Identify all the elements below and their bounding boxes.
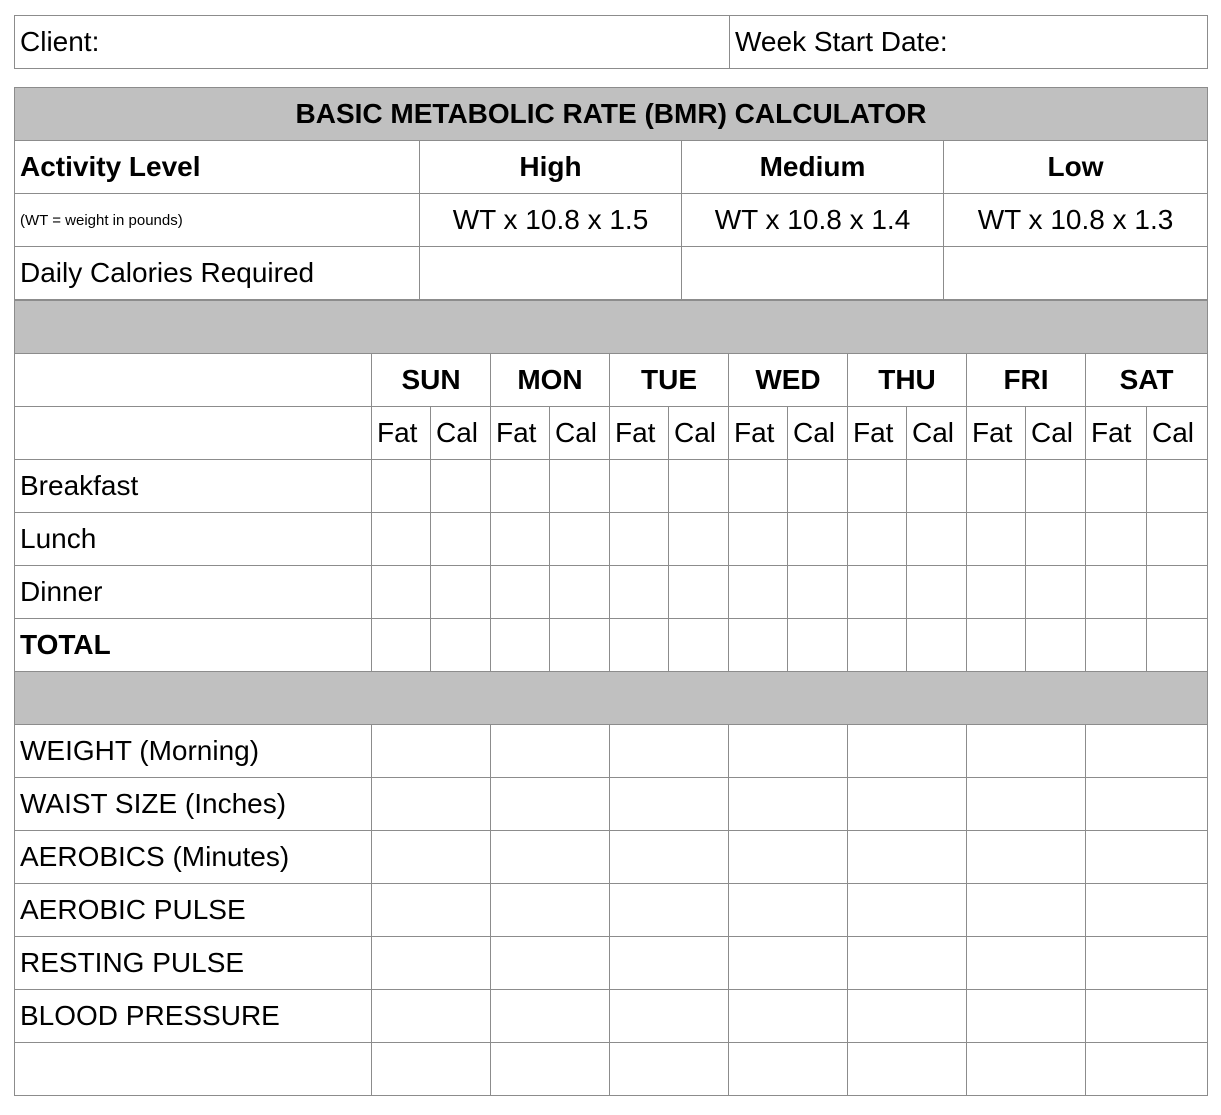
total-entry-cell[interactable]	[1026, 619, 1086, 672]
fat-header: Fat	[967, 407, 1026, 460]
metric-label: AEROBIC PULSE	[15, 884, 372, 937]
meal-entry-cell[interactable]	[610, 513, 669, 566]
total-entry-cell[interactable]	[967, 619, 1026, 672]
section-divider	[15, 301, 1208, 354]
day-header-sun: SUN	[372, 354, 491, 407]
daily-calories-low-cell[interactable]	[944, 247, 1208, 300]
metric-row	[15, 937, 1208, 990]
meal-entry-cell[interactable]	[729, 566, 788, 619]
cal-header: Cal	[550, 407, 610, 460]
total-entry-cell[interactable]	[788, 619, 848, 672]
metric-entry-cell[interactable]	[491, 1043, 610, 1096]
meal-entry-cell[interactable]	[967, 513, 1026, 566]
meal-entry-cell[interactable]	[788, 460, 848, 513]
metric-row	[15, 831, 1208, 884]
metric-entry-cell[interactable]	[729, 725, 848, 778]
formula-high: WT x 10.8 x 1.5	[420, 194, 682, 247]
meal-entry-cell[interactable]	[1086, 566, 1147, 619]
metric-label	[15, 1043, 372, 1096]
meal-entry-cell[interactable]	[729, 513, 788, 566]
fat-header: Fat	[372, 407, 431, 460]
total-entry-cell[interactable]	[907, 619, 967, 672]
meal-entry-cell[interactable]	[1026, 566, 1086, 619]
metric-entry-cell[interactable]	[1086, 831, 1208, 884]
activity-level-label: Activity Level	[15, 141, 420, 194]
weight-note: (WT = weight in pounds)	[15, 194, 420, 247]
cal-header: Cal	[431, 407, 491, 460]
metric-entry-cell[interactable]	[372, 884, 491, 937]
metric-row	[15, 990, 1208, 1043]
metric-entry-cell[interactable]	[372, 725, 491, 778]
meal-entry-cell[interactable]	[669, 566, 729, 619]
metric-entry-cell[interactable]	[610, 937, 729, 990]
metric-entry-cell[interactable]	[610, 990, 729, 1043]
metric-entry-cell[interactable]	[1086, 990, 1208, 1043]
metric-entry-cell[interactable]	[848, 937, 967, 990]
section-divider	[15, 672, 1208, 725]
fat-header: Fat	[848, 407, 907, 460]
formula-medium: WT x 10.8 x 1.4	[682, 194, 944, 247]
fat-header: Fat	[729, 407, 788, 460]
metric-entry-cell[interactable]	[491, 990, 610, 1043]
fat-header: Fat	[491, 407, 550, 460]
metric-label: BLOOD PRESSURE	[15, 990, 372, 1043]
meal-entry-cell[interactable]	[431, 513, 491, 566]
fat-header: Fat	[610, 407, 669, 460]
meal-entry-cell[interactable]	[907, 566, 967, 619]
cal-header: Cal	[907, 407, 967, 460]
metric-entry-cell[interactable]	[729, 1043, 848, 1096]
meal-entry-cell[interactable]	[610, 566, 669, 619]
meal-entry-cell[interactable]	[550, 460, 610, 513]
daily-calories-high-cell[interactable]	[420, 247, 682, 300]
metric-entry-cell[interactable]	[967, 778, 1086, 831]
metric-entry-cell[interactable]	[967, 884, 1086, 937]
metric-entry-cell[interactable]	[848, 725, 967, 778]
total-entry-cell[interactable]	[1086, 619, 1147, 672]
meal-entry-cell[interactable]	[848, 460, 907, 513]
metric-row	[15, 725, 1208, 778]
metric-label: WEIGHT (Morning)	[15, 725, 372, 778]
meal-entry-cell[interactable]	[729, 460, 788, 513]
metric-row	[15, 884, 1208, 937]
meal-row	[15, 460, 1208, 513]
weekly-log-table	[14, 300, 1208, 1096]
metric-entry-cell[interactable]	[729, 990, 848, 1043]
meal-entry-cell[interactable]	[491, 460, 550, 513]
client-field[interactable]	[15, 16, 730, 69]
metric-entry-cell[interactable]	[372, 1043, 491, 1096]
metric-entry-cell[interactable]	[848, 990, 967, 1043]
meal-row	[15, 513, 1208, 566]
meal-row	[15, 566, 1208, 619]
metric-entry-cell[interactable]	[848, 778, 967, 831]
meal-entry-cell[interactable]	[372, 460, 431, 513]
subheader-blank	[15, 407, 372, 460]
meal-entry-cell[interactable]	[907, 513, 967, 566]
meal-entry-cell[interactable]	[669, 513, 729, 566]
day-header-sat: SAT	[1086, 354, 1208, 407]
metric-entry-cell[interactable]	[610, 831, 729, 884]
metric-entry-cell[interactable]	[1086, 778, 1208, 831]
metric-entry-cell[interactable]	[1086, 884, 1208, 937]
metric-entry-cell[interactable]	[848, 884, 967, 937]
meal-entry-cell[interactable]	[372, 513, 431, 566]
day-header-tue: TUE	[610, 354, 729, 407]
total-row	[15, 619, 1208, 672]
fat-header: Fat	[1086, 407, 1147, 460]
meal-entry-cell[interactable]	[1086, 460, 1147, 513]
meal-entry-cell[interactable]	[967, 566, 1026, 619]
client-label: Client:	[20, 26, 100, 57]
meal-entry-cell[interactable]	[491, 513, 550, 566]
day-header-wed: WED	[729, 354, 848, 407]
level-low: Low	[944, 141, 1208, 194]
metric-label: WAIST SIZE (Inches)	[15, 778, 372, 831]
metric-entry-cell[interactable]	[491, 778, 610, 831]
metric-entry-cell[interactable]	[967, 1043, 1086, 1096]
metric-entry-cell[interactable]	[967, 990, 1086, 1043]
meal-entry-cell[interactable]	[848, 566, 907, 619]
metric-entry-cell[interactable]	[848, 831, 967, 884]
metric-entry-cell[interactable]	[1086, 937, 1208, 990]
metric-entry-cell[interactable]	[729, 831, 848, 884]
client-info-table	[14, 15, 1208, 69]
metric-entry-cell[interactable]	[372, 990, 491, 1043]
metric-entry-cell[interactable]	[967, 937, 1086, 990]
meal-label: Breakfast	[15, 460, 372, 513]
meal-entry-cell[interactable]	[610, 460, 669, 513]
bmr-calculator-table	[14, 87, 1208, 300]
metric-entry-cell[interactable]	[610, 725, 729, 778]
total-entry-cell[interactable]	[550, 619, 610, 672]
day-header-thu: THU	[848, 354, 967, 407]
metric-entry-cell[interactable]	[729, 778, 848, 831]
metric-entry-cell[interactable]	[491, 831, 610, 884]
day-header-fri: FRI	[967, 354, 1086, 407]
day-header-blank	[15, 354, 372, 407]
cal-header: Cal	[1026, 407, 1086, 460]
meal-entry-cell[interactable]	[1026, 513, 1086, 566]
meal-entry-cell[interactable]	[1147, 460, 1208, 513]
meal-entry-cell[interactable]	[431, 566, 491, 619]
metric-entry-cell[interactable]	[610, 778, 729, 831]
total-entry-cell[interactable]	[610, 619, 669, 672]
total-entry-cell[interactable]	[1147, 619, 1208, 672]
metric-entry-cell[interactable]	[967, 725, 1086, 778]
metric-entry-cell[interactable]	[729, 884, 848, 937]
meal-entry-cell[interactable]	[1026, 460, 1086, 513]
total-entry-cell[interactable]	[848, 619, 907, 672]
meal-entry-cell[interactable]	[491, 566, 550, 619]
total-entry-cell[interactable]	[729, 619, 788, 672]
meal-entry-cell[interactable]	[907, 460, 967, 513]
level-high: High	[420, 141, 682, 194]
level-medium: Medium	[682, 141, 944, 194]
metric-entry-cell[interactable]	[491, 937, 610, 990]
meal-entry-cell[interactable]	[1147, 566, 1208, 619]
metric-label: RESTING PULSE	[15, 937, 372, 990]
meal-label: Dinner	[15, 566, 372, 619]
meal-entry-cell[interactable]	[372, 566, 431, 619]
metric-entry-cell[interactable]	[1086, 725, 1208, 778]
bmr-title: BASIC METABOLIC RATE (BMR) CALCULATOR	[15, 88, 1208, 141]
total-entry-cell[interactable]	[372, 619, 431, 672]
cal-header: Cal	[788, 407, 848, 460]
meal-entry-cell[interactable]	[848, 513, 907, 566]
metric-entry-cell[interactable]	[729, 937, 848, 990]
total-entry-cell[interactable]	[431, 619, 491, 672]
formula-low: WT x 10.8 x 1.3	[944, 194, 1208, 247]
daily-calories-label: Daily Calories Required	[15, 247, 420, 300]
metric-entry-cell[interactable]	[491, 725, 610, 778]
metric-entry-cell[interactable]	[491, 884, 610, 937]
metric-row	[15, 1043, 1208, 1096]
meal-entry-cell[interactable]	[1147, 513, 1208, 566]
metric-entry-cell[interactable]	[610, 1043, 729, 1096]
meal-entry-cell[interactable]	[788, 566, 848, 619]
metric-label: AEROBICS (Minutes)	[15, 831, 372, 884]
meal-entry-cell[interactable]	[1086, 513, 1147, 566]
meal-entry-cell[interactable]	[550, 566, 610, 619]
meal-entry-cell[interactable]	[788, 513, 848, 566]
total-entry-cell[interactable]	[491, 619, 550, 672]
meal-label: Lunch	[15, 513, 372, 566]
week-start-date-label: Week Start Date:	[735, 26, 948, 57]
meal-entry-cell[interactable]	[669, 460, 729, 513]
cal-header: Cal	[669, 407, 729, 460]
total-label: TOTAL	[15, 619, 372, 672]
meal-entry-cell[interactable]	[967, 460, 1026, 513]
metric-entry-cell[interactable]	[848, 1043, 967, 1096]
metric-entry-cell[interactable]	[372, 831, 491, 884]
total-entry-cell[interactable]	[669, 619, 729, 672]
meal-entry-cell[interactable]	[550, 513, 610, 566]
week-start-date-field[interactable]	[730, 16, 1208, 69]
day-header-mon: MON	[491, 354, 610, 407]
daily-calories-medium-cell[interactable]	[682, 247, 944, 300]
metric-entry-cell[interactable]	[372, 778, 491, 831]
cal-header: Cal	[1147, 407, 1208, 460]
metric-entry-cell[interactable]	[610, 884, 729, 937]
metric-entry-cell[interactable]	[1086, 1043, 1208, 1096]
meal-entry-cell[interactable]	[431, 460, 491, 513]
metric-entry-cell[interactable]	[372, 937, 491, 990]
metric-row	[15, 778, 1208, 831]
metric-entry-cell[interactable]	[967, 831, 1086, 884]
